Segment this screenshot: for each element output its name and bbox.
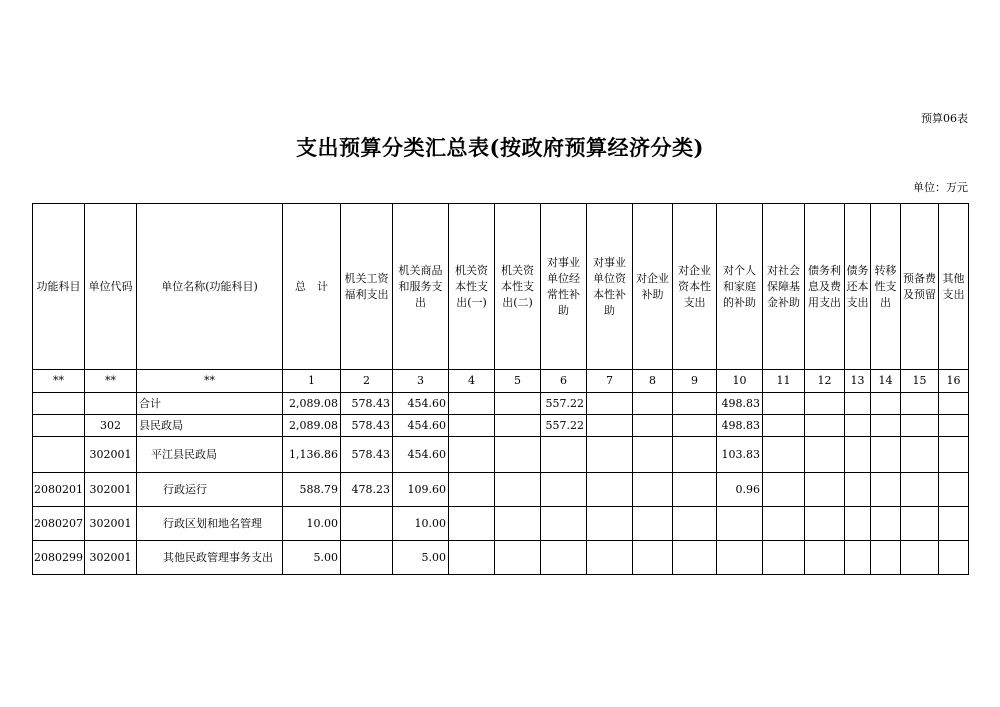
column-index: 14 [871, 370, 901, 393]
amount-cell [805, 541, 845, 575]
amount-cell [495, 507, 541, 541]
amount-cell [673, 507, 717, 541]
amount-cell [541, 541, 587, 575]
unit-code-cell: 302001 [85, 541, 137, 575]
column-header: 机关工资福利支出 [341, 204, 393, 370]
amount-cell: 454.60 [393, 437, 449, 473]
amount-cell [673, 437, 717, 473]
amount-cell: 478.23 [341, 473, 393, 507]
amount-cell [845, 437, 871, 473]
amount-cell [763, 507, 805, 541]
function-code-cell: 2080201 [33, 473, 85, 507]
amount-cell [939, 415, 969, 437]
table-row [33, 393, 969, 415]
amount-cell [763, 393, 805, 415]
table-row [33, 507, 969, 541]
column-header: 单位代码 [85, 204, 137, 370]
amount-cell [633, 415, 673, 437]
amount-cell [673, 393, 717, 415]
amount-cell [341, 541, 393, 575]
amount-cell [587, 437, 633, 473]
amount-cell [449, 473, 495, 507]
table-body [33, 393, 969, 575]
column-index: 12 [805, 370, 845, 393]
amount-cell [763, 437, 805, 473]
amount-cell [673, 541, 717, 575]
amount-cell: 557.22 [541, 415, 587, 437]
amount-cell [901, 437, 939, 473]
unit-name-cell: 其他民政管理事务支出 [137, 541, 283, 575]
budget-table [32, 203, 969, 575]
column-index: 15 [901, 370, 939, 393]
amount-cell [939, 473, 969, 507]
unit-code-cell: 302001 [85, 473, 137, 507]
amount-cell [845, 415, 871, 437]
unit-name-cell: 行政运行 [137, 473, 283, 507]
amount-cell: 10.00 [283, 507, 341, 541]
amount-cell: 588.79 [283, 473, 341, 507]
amount-cell: 454.60 [393, 415, 449, 437]
amount-cell: 5.00 [283, 541, 341, 575]
amount-cell [587, 507, 633, 541]
amount-cell: 2,089.08 [283, 415, 341, 437]
amount-cell [871, 541, 901, 575]
amount-cell [495, 393, 541, 415]
unit-name-cell: 行政区划和地名管理 [137, 507, 283, 541]
amount-cell [449, 415, 495, 437]
amount-cell [633, 541, 673, 575]
table-row [33, 437, 969, 473]
function-code-cell [33, 393, 85, 415]
function-code-cell [33, 415, 85, 437]
column-index: 3 [393, 370, 449, 393]
column-index: 16 [939, 370, 969, 393]
column-header: 其他支出 [939, 204, 969, 370]
amount-cell [673, 473, 717, 507]
amount-cell: 2,089.08 [283, 393, 341, 415]
amount-cell [805, 507, 845, 541]
unit-name-cell: 合计 [137, 393, 283, 415]
function-code-cell: 2080207 [33, 507, 85, 541]
amount-cell [763, 415, 805, 437]
amount-cell [763, 541, 805, 575]
amount-cell [495, 437, 541, 473]
unit-code-cell: 302001 [85, 437, 137, 473]
amount-cell [587, 473, 633, 507]
column-header: 总 计 [283, 204, 341, 370]
unit-code-cell: 302001 [85, 507, 137, 541]
table-row [33, 541, 969, 575]
column-header: 机关商品和服务支出 [393, 204, 449, 370]
column-index: 8 [633, 370, 673, 393]
amount-cell [541, 507, 587, 541]
column-index: 6 [541, 370, 587, 393]
amount-cell [633, 507, 673, 541]
amount-cell [805, 415, 845, 437]
column-index: 2 [341, 370, 393, 393]
column-index: 5 [495, 370, 541, 393]
column-header: 对事业单位资本性补助 [587, 204, 633, 370]
amount-cell [805, 473, 845, 507]
column-index: ** [33, 370, 85, 393]
amount-cell [939, 437, 969, 473]
amount-cell [541, 473, 587, 507]
amount-cell: 578.43 [341, 437, 393, 473]
amount-cell [939, 393, 969, 415]
column-header: 债务利息及费用支出 [805, 204, 845, 370]
amount-cell: 103.83 [717, 437, 763, 473]
amount-cell [871, 473, 901, 507]
amount-cell [449, 437, 495, 473]
column-header: 对企业资本性支出 [673, 204, 717, 370]
column-index: 10 [717, 370, 763, 393]
amount-cell [717, 541, 763, 575]
column-header: 转移性支出 [871, 204, 901, 370]
column-index: ** [137, 370, 283, 393]
column-header: 机关资本性支出(一) [449, 204, 495, 370]
amount-cell [495, 541, 541, 575]
unit-name-cell: 县民政局 [137, 415, 283, 437]
amount-cell [901, 415, 939, 437]
amount-cell: 498.83 [717, 393, 763, 415]
amount-cell: 578.43 [341, 415, 393, 437]
column-header: 对社会保障基金补助 [763, 204, 805, 370]
amount-cell [541, 437, 587, 473]
amount-cell [449, 507, 495, 541]
amount-cell [587, 415, 633, 437]
unit-name-cell: 平江县民政局 [137, 437, 283, 473]
column-header: 单位名称(功能科目) [137, 204, 283, 370]
column-header: 债务还本支出 [845, 204, 871, 370]
amount-cell [901, 507, 939, 541]
form-number: 预算06表 [921, 112, 968, 125]
column-index: ** [85, 370, 137, 393]
amount-cell [871, 393, 901, 415]
amount-cell: 0.96 [717, 473, 763, 507]
unit-code-cell [85, 393, 137, 415]
amount-cell [673, 415, 717, 437]
amount-cell [871, 415, 901, 437]
amount-cell: 5.00 [393, 541, 449, 575]
amount-cell [587, 393, 633, 415]
column-index: 9 [673, 370, 717, 393]
amount-cell [449, 541, 495, 575]
amount-cell [763, 473, 805, 507]
page-title: 支出预算分类汇总表(按政府预算经济分类) [296, 135, 704, 160]
amount-cell [633, 393, 673, 415]
header-row [33, 204, 969, 370]
amount-cell [845, 393, 871, 415]
amount-cell [939, 541, 969, 575]
amount-cell [845, 473, 871, 507]
column-index: 4 [449, 370, 495, 393]
amount-cell [449, 393, 495, 415]
amount-cell [939, 507, 969, 541]
index-row [33, 370, 969, 393]
table-row [33, 415, 969, 437]
column-header: 对事业单位经常性补助 [541, 204, 587, 370]
column-index: 11 [763, 370, 805, 393]
column-header: 对个人和家庭的补助 [717, 204, 763, 370]
amount-cell: 1,136.86 [283, 437, 341, 473]
table-row [33, 473, 969, 507]
amount-cell: 578.43 [341, 393, 393, 415]
amount-cell [633, 473, 673, 507]
amount-cell [845, 541, 871, 575]
amount-cell [901, 473, 939, 507]
amount-cell: 10.00 [393, 507, 449, 541]
column-header: 功能科目 [33, 204, 85, 370]
amount-cell: 454.60 [393, 393, 449, 415]
amount-cell: 498.83 [717, 415, 763, 437]
amount-cell [495, 473, 541, 507]
amount-cell [495, 415, 541, 437]
column-header: 预备费及预留 [901, 204, 939, 370]
column-header: 对企业补助 [633, 204, 673, 370]
amount-cell [901, 541, 939, 575]
amount-cell [805, 393, 845, 415]
amount-cell [717, 507, 763, 541]
amount-cell [587, 541, 633, 575]
amount-cell [633, 437, 673, 473]
column-index: 1 [283, 370, 341, 393]
column-header: 机关资本性支出(二) [495, 204, 541, 370]
amount-cell [341, 507, 393, 541]
amount-cell [871, 437, 901, 473]
unit-label: 单位：万元 [913, 181, 968, 194]
amount-cell: 557.22 [541, 393, 587, 415]
unit-code-cell: 302 [85, 415, 137, 437]
amount-cell: 109.60 [393, 473, 449, 507]
function-code-cell: 2080299 [33, 541, 85, 575]
amount-cell [845, 507, 871, 541]
column-index: 13 [845, 370, 871, 393]
amount-cell [805, 437, 845, 473]
amount-cell [901, 393, 939, 415]
amount-cell [871, 507, 901, 541]
column-index: 7 [587, 370, 633, 393]
function-code-cell [33, 437, 85, 473]
